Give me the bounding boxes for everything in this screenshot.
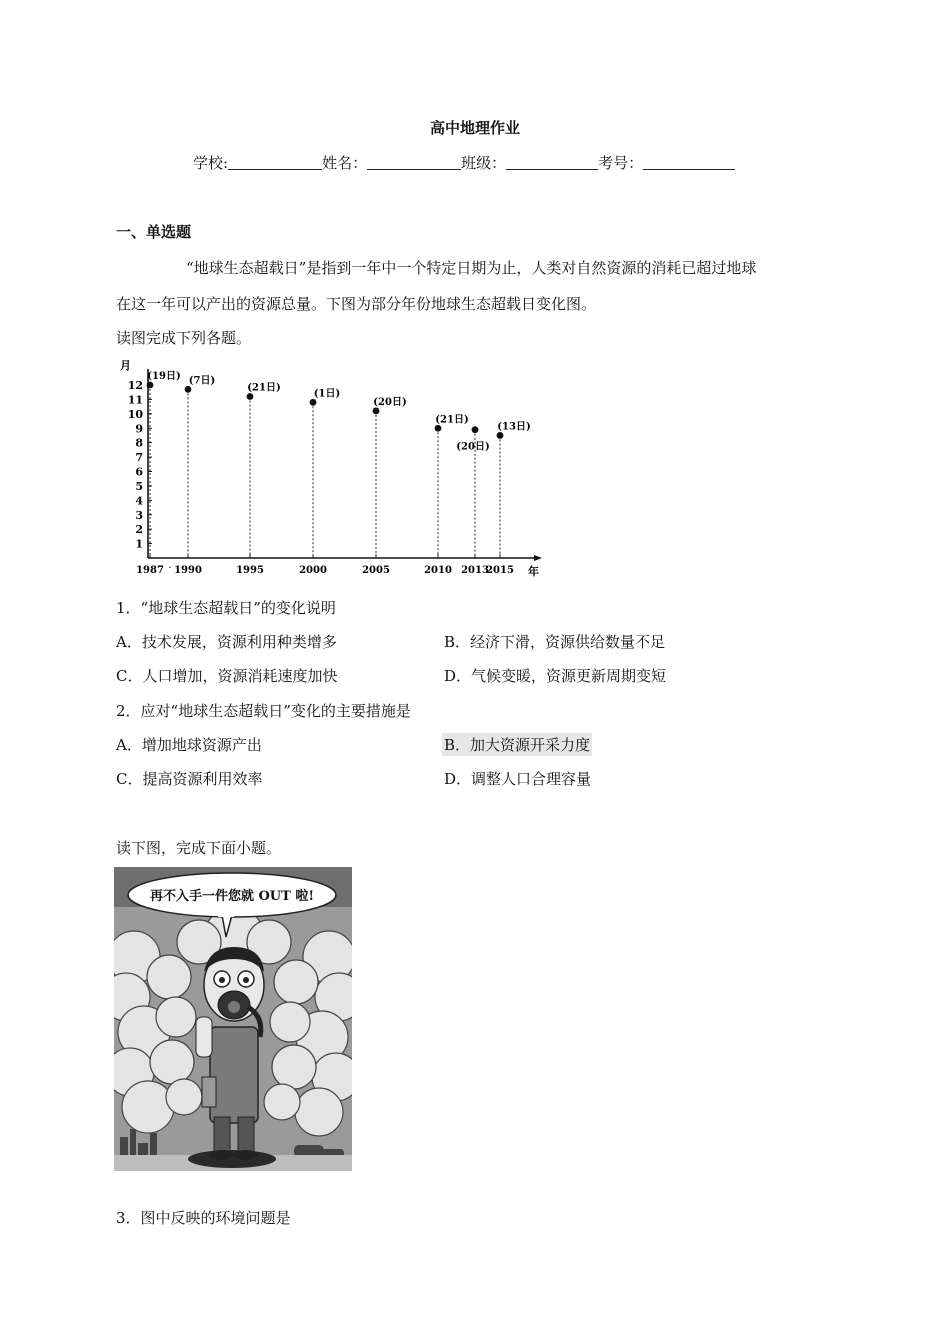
page-title: 高中地理作业 bbox=[429, 119, 520, 137]
chart-point bbox=[185, 386, 192, 393]
chart-y-tick-label: 9 bbox=[135, 422, 143, 436]
speech-bubble-text: 再不入手一件您就 OUT 啦! bbox=[149, 889, 315, 904]
smog-cartoon-image bbox=[114, 867, 352, 1171]
chart-x-tick-label: 2005 bbox=[362, 565, 390, 576]
chart-point bbox=[435, 425, 442, 432]
chart-y-tick-label: 5 bbox=[135, 479, 143, 493]
question-1-option-b[interactable]: B．经济下滑，资源供给数量不足 bbox=[444, 633, 666, 651]
chart-x-tick-label: 1990 bbox=[174, 565, 202, 576]
chart-points bbox=[147, 370, 531, 558]
question-2-stem: 2．应对“地球生态超载日”变化的主要措施是 bbox=[116, 702, 411, 720]
chart-point-day-label: (19日) bbox=[147, 371, 181, 382]
student-info-line bbox=[193, 152, 735, 173]
chart-y-tick-label: 12 bbox=[127, 379, 143, 392]
chart-y-axis-label: 月 bbox=[120, 359, 131, 372]
question-2-option-d[interactable]: D．调整人口合理容量 bbox=[444, 770, 592, 788]
question-3-stem: 3．图中反映的环境问题是 bbox=[116, 1209, 291, 1227]
chart-point bbox=[247, 393, 254, 400]
question-1-stem: 1．“地球生态超载日”的变化说明 bbox=[116, 599, 336, 617]
question-1-option-d[interactable]: D．气候变暖，资源更新周期变短 bbox=[444, 667, 667, 685]
chart-y-tick-label: 4 bbox=[135, 494, 143, 508]
chart-x-tick-label: 2000 bbox=[299, 565, 327, 576]
chart-point bbox=[497, 432, 504, 439]
question-1-option-a[interactable]: A．技术发展，资源利用种类增多 bbox=[116, 633, 337, 651]
chart-point-day-label: (1日) bbox=[313, 388, 341, 400]
question-2-option-a[interactable]: A．增加地球资源产出 bbox=[116, 736, 262, 754]
chart-y-tick-label: 7 bbox=[135, 451, 143, 465]
chart-x-tick-label: 1995 bbox=[236, 565, 264, 576]
chart-y-tick-label: 11 bbox=[127, 393, 143, 407]
chart-y-tick-label: 2 bbox=[135, 523, 143, 537]
chart-y-tick-label: 6 bbox=[135, 465, 143, 479]
chart-y-tick-label: 3 bbox=[135, 508, 143, 522]
chart-point bbox=[310, 399, 317, 406]
chart-x-axis-arrow bbox=[534, 555, 542, 561]
chart-x-tick-separator: · bbox=[168, 563, 172, 574]
chart-axes bbox=[148, 369, 542, 561]
read-prompt: 读图完成下列各题。 bbox=[116, 329, 252, 347]
school-blank[interactable] bbox=[228, 155, 322, 170]
overshoot-day-chart bbox=[114, 355, 554, 583]
chart-y-tick-label: 8 bbox=[135, 436, 143, 450]
chart-x-tick-label: 2010 bbox=[424, 565, 452, 576]
question-2-option-b[interactable]: B．加大资源开采力度 bbox=[442, 733, 592, 756]
chart-x-tick-label: 2013 bbox=[461, 565, 489, 576]
chart-y-tick-label: 1 bbox=[135, 537, 143, 551]
chart-point-day-label: (7日) bbox=[188, 375, 216, 387]
chart-x-tick-label: 2015 bbox=[486, 565, 514, 576]
intro-line-1: “地球生态超载日”是指到一年中一个特定日期为止，人类对自然资源的消耗已超过地球 bbox=[186, 259, 757, 277]
chart-point bbox=[472, 426, 479, 433]
chart-point-day-label: (21日) bbox=[435, 414, 469, 426]
class-blank[interactable] bbox=[506, 155, 598, 170]
chart-x-axis-label: 年 bbox=[528, 565, 539, 578]
chart-y-tick-label: 10 bbox=[127, 407, 143, 421]
exam-number-label: 考号： bbox=[598, 154, 644, 172]
class-label: 班级： bbox=[461, 154, 507, 172]
chart-x-tick-label: 1987 bbox=[136, 565, 164, 576]
exam-number-blank[interactable] bbox=[643, 155, 735, 170]
chart-point-day-label: (20日) bbox=[373, 396, 407, 408]
chart-point bbox=[147, 382, 154, 389]
school-label: 学校: bbox=[193, 154, 229, 172]
chart-point-day-label: (20日) bbox=[456, 441, 490, 453]
chart-point-day-label: (21日) bbox=[247, 382, 281, 394]
section-heading: 一、单选题 bbox=[116, 223, 192, 241]
question-1-option-c[interactable]: C．人口增加，资源消耗速度加快 bbox=[116, 667, 338, 685]
name-blank[interactable] bbox=[367, 155, 461, 170]
chart-point-day-label: (13日) bbox=[497, 421, 531, 433]
cartoon-prompt: 读下图，完成下面小题。 bbox=[116, 839, 282, 857]
chart-point bbox=[373, 408, 380, 415]
name-label: 姓名： bbox=[322, 154, 368, 172]
intro-line-2: 在这一年可以产出的资源总量。下图为部分年份地球生态超载日变化图。 bbox=[116, 295, 597, 313]
question-2-option-c[interactable]: C．提高资源利用效率 bbox=[116, 770, 263, 788]
